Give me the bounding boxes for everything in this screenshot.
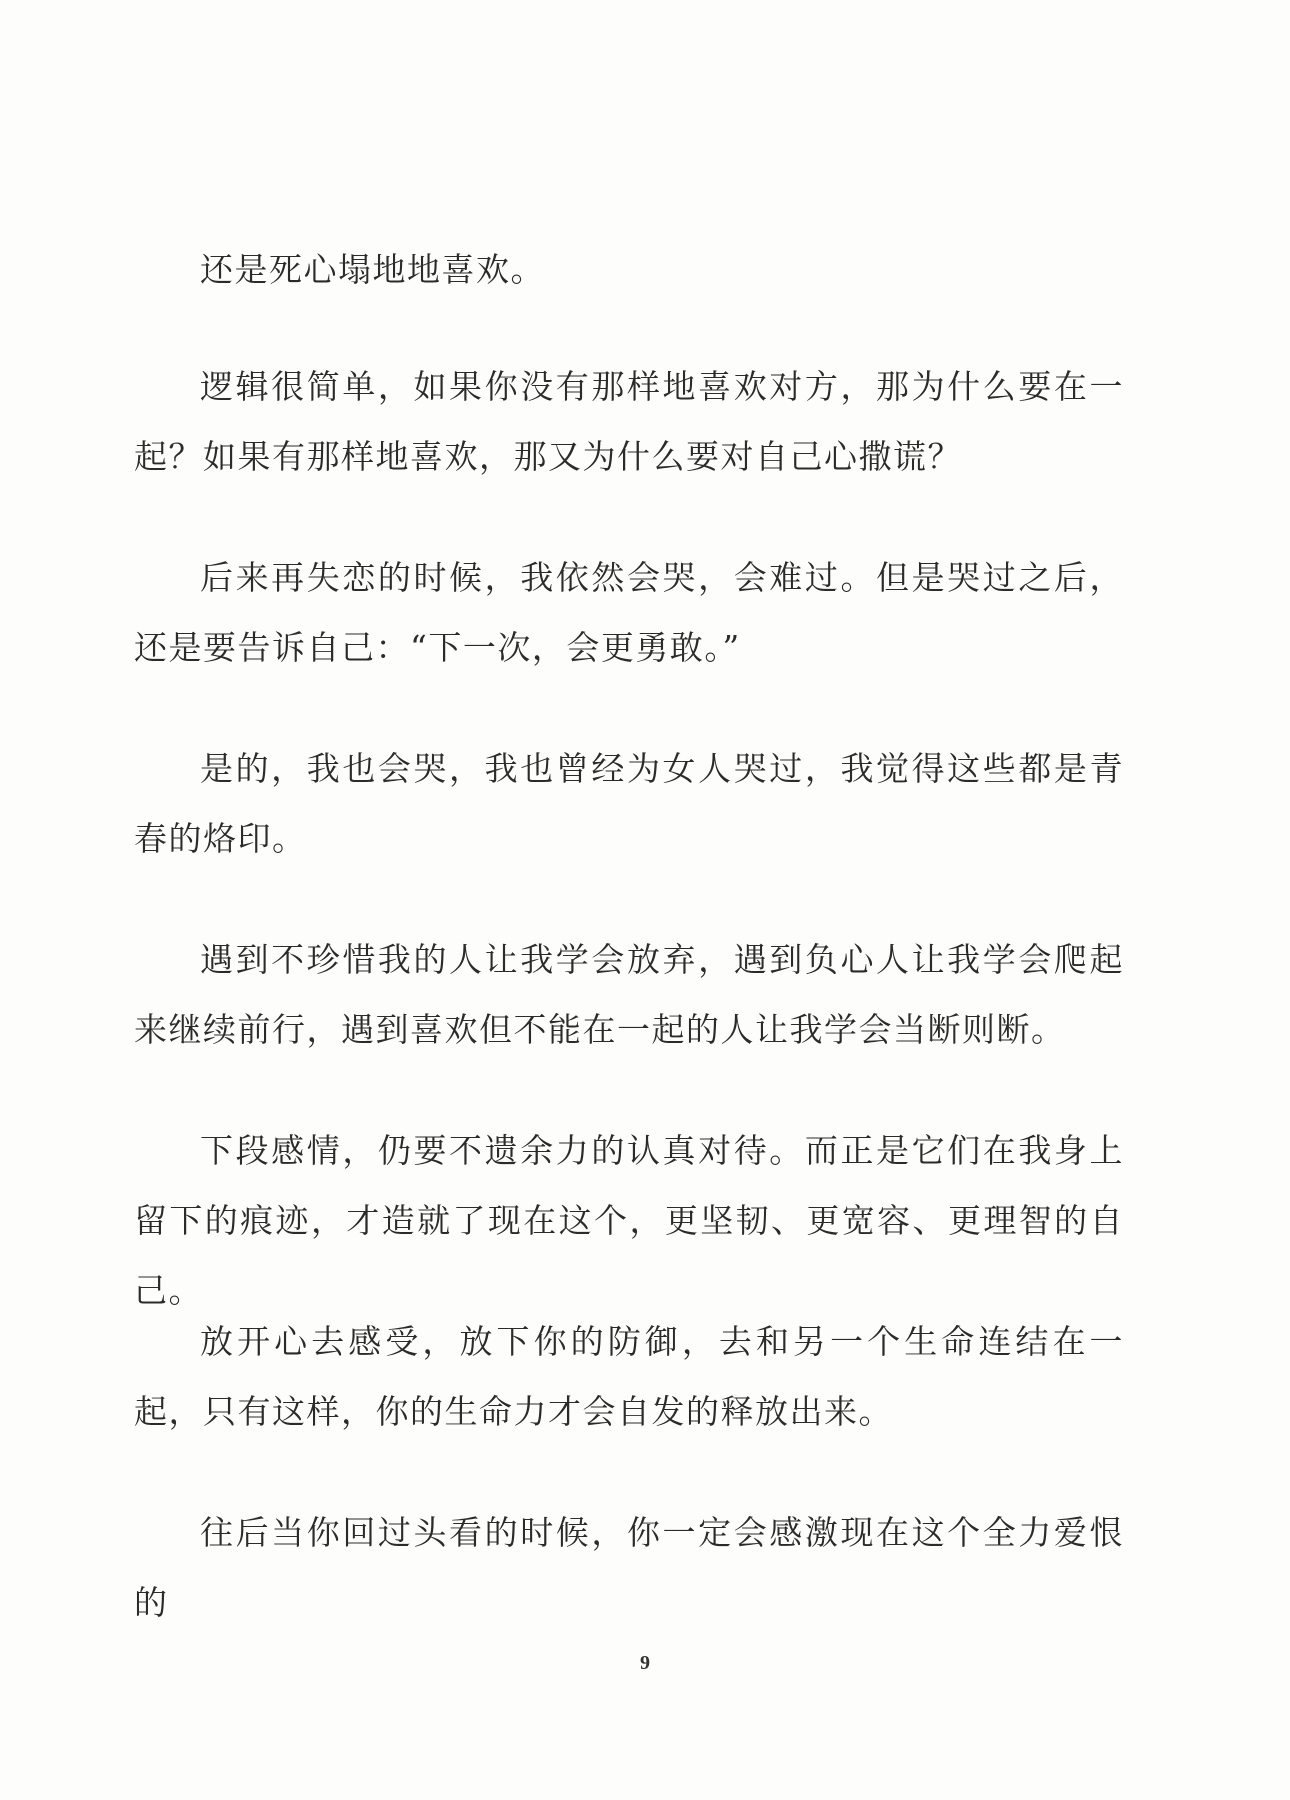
paragraph: 是的，我也会哭，我也曾经为女人哭过，我觉得这些都是青春的烙印。 bbox=[134, 749, 1124, 858]
paragraph: 往后当你回过头看的时候，你一定会感激现在这个全力爱恨的 bbox=[134, 1513, 1124, 1622]
paragraph: 逻辑很简单，如果你没有那样地喜欢对方，那为什么要在一起？如果有那样地喜欢，那又为什么要对自己心撒谎？ bbox=[134, 367, 1124, 476]
paragraph: 放开心去感受，放下你的防御，去和另一个生命连结在一起，只有这样，你的生命力才会自发的释放出来。 bbox=[134, 1322, 1124, 1431]
paragraph: 后来再失恋的时候，我依然会哭，会难过。但是哭过之后，还是要告诉自己：“下一次，会更勇敢。” bbox=[134, 558, 1124, 667]
paragraph: 遇到不珍惜我的人让我学会放弃，遇到负心人让我学会爬起来继续前行，遇到喜欢但不能在一起的人让我学会当断则断。 bbox=[134, 940, 1124, 1049]
paragraph: 下段感情，仍要不遗余力的认真对待。而正是它们在我身上留下的痕迹，才造就了现在这个，更坚韧、更宽容、更理智的自己。 bbox=[134, 1131, 1124, 1310]
page-number: 9 bbox=[640, 1652, 650, 1674]
paragraph: 还是死心塌地地喜欢。 bbox=[200, 250, 545, 289]
